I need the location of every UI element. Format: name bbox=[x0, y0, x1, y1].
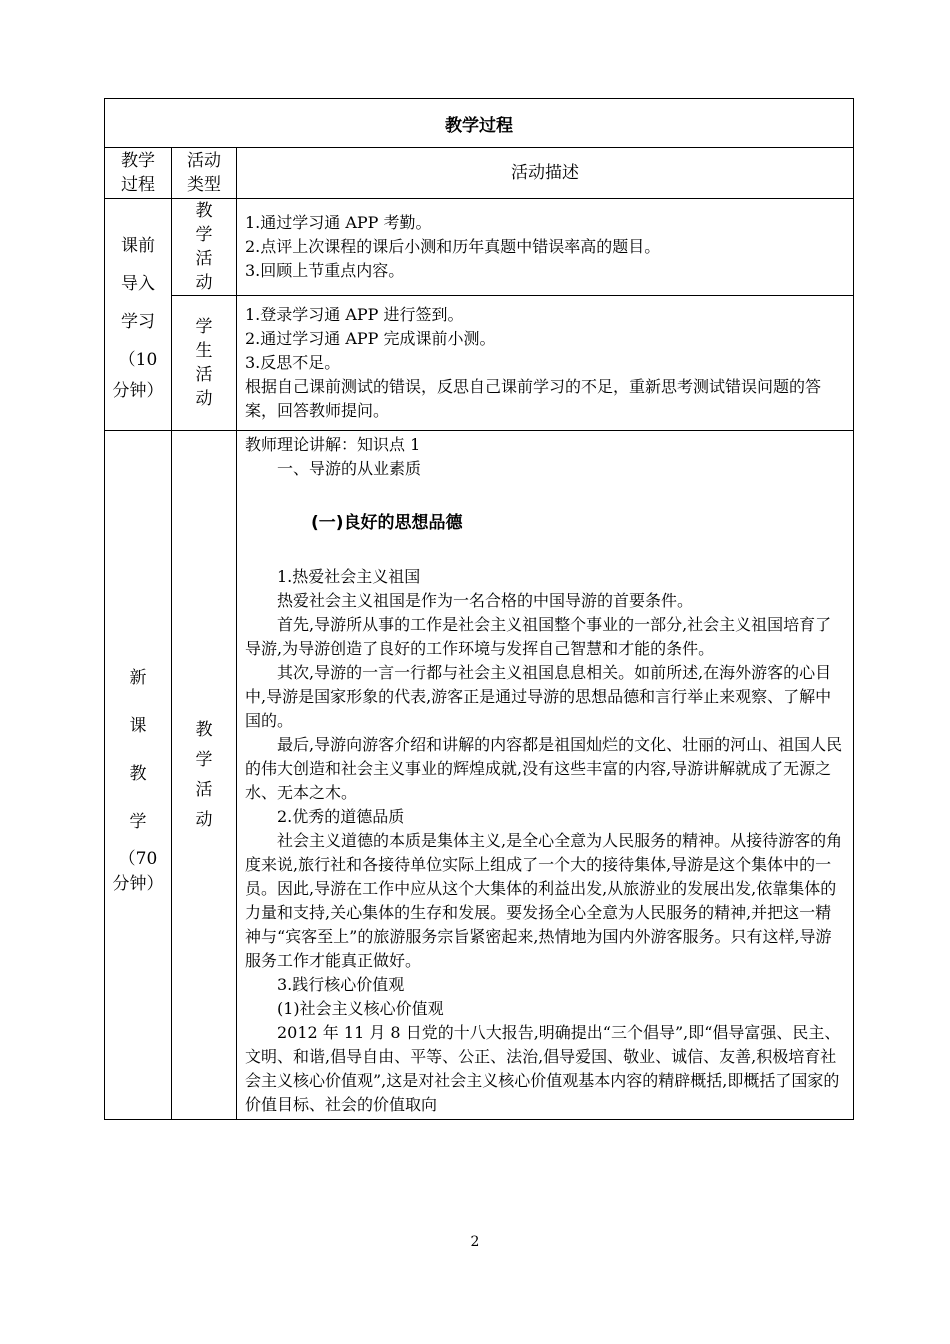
stage-text: 分钟） bbox=[112, 874, 164, 894]
header-teaching-process bbox=[105, 148, 172, 199]
stage-text: 分钟） bbox=[112, 380, 164, 401]
new-lesson-description bbox=[237, 431, 854, 1120]
teaching-process-table bbox=[104, 98, 854, 1120]
header-activity-description: 活动描述 bbox=[237, 148, 854, 199]
header-line: 活动 bbox=[187, 151, 221, 171]
header-line: 过程 bbox=[121, 175, 155, 195]
stage-text: 课前 bbox=[121, 235, 155, 256]
description-line: 2.点评上次课程的课后小测和历年真题中错误率高的题目。 bbox=[245, 237, 661, 256]
stage-text: 课 bbox=[129, 716, 147, 736]
type-char: 活 bbox=[195, 365, 213, 385]
paragraph: 其次,导游的一言一行都与社会主义祖国息息相关。如前所述,在海外游客的心目中,导游是国家形象的代表,游客正是通过导游的思想品德和言行举止来观察、了解中国的。 bbox=[245, 663, 832, 730]
type-char: 学 bbox=[195, 225, 213, 245]
type-teacher-activity bbox=[172, 199, 237, 296]
type-char: 生 bbox=[195, 341, 213, 361]
type-char: 学 bbox=[195, 317, 213, 337]
paragraph: 首先,导游所从事的工作是社会主义祖国整个事业的一部分,社会主义祖国培育了导游,为导游创造了良好的工作环境与发挥自己智慧和才能的条件。 bbox=[245, 615, 832, 658]
paragraph: 最后,导游向游客介绍和讲解的内容都是祖国灿烂的文化、壮丽的河山、祖国人民的伟大创造和社会主义事业的辉煌成就,没有这些丰富的内容,导游讲解就成了无源之水、无本之木。 bbox=[245, 735, 843, 802]
type-char: 活 bbox=[195, 780, 213, 800]
stage-text: 导入 bbox=[121, 273, 155, 294]
type-char: 动 bbox=[195, 810, 213, 830]
type-char: 活 bbox=[195, 249, 213, 269]
paragraph: 热爱社会主义祖国是作为一名合格的中国导游的首要条件。 bbox=[277, 591, 694, 610]
stage-text: （70 bbox=[118, 849, 158, 869]
description-line: 1.登录学习通 APP 进行签到。 bbox=[245, 305, 464, 324]
stage-text: （10 bbox=[118, 349, 158, 370]
type-char: 学 bbox=[195, 750, 213, 770]
type-char: 动 bbox=[195, 273, 213, 293]
page-number: 2 bbox=[470, 1234, 480, 1250]
type-char: 教 bbox=[195, 720, 213, 740]
stage-text: 教 bbox=[129, 764, 147, 784]
header-activity-type bbox=[172, 148, 237, 199]
stage-text: 学 bbox=[129, 812, 147, 832]
description-line: 3.回顾上节重点内容。 bbox=[245, 261, 405, 280]
description-line: 根据自己课前测试的错误，反思自己课前学习的不足，重新思考测试错误问题的答案，回答教师提问。 bbox=[245, 377, 822, 420]
description-line: 3.反思不足。 bbox=[245, 353, 341, 372]
pre-class-student-description bbox=[237, 296, 854, 431]
header-line: 教学 bbox=[121, 151, 155, 171]
stage-new-lesson bbox=[105, 431, 172, 1120]
table-title: 教学过程 bbox=[105, 99, 854, 148]
point-title: 3.践行核心价值观 bbox=[277, 975, 405, 994]
description-line: 2.通过学习通 APP 完成课前小测。 bbox=[245, 329, 496, 348]
type-student-activity bbox=[172, 296, 237, 431]
stage-text: 新 bbox=[129, 668, 147, 688]
type-new-lesson-teacher-activity bbox=[172, 431, 237, 1120]
type-char: 动 bbox=[195, 389, 213, 409]
point-title: 2.优秀的道德品质 bbox=[277, 807, 405, 826]
description-line: 1.通过学习通 APP 考勤。 bbox=[245, 213, 432, 232]
stage-pre-class bbox=[105, 199, 172, 431]
point-subtitle: (1)社会主义核心价值观 bbox=[277, 999, 444, 1018]
paragraph: 社会主义道德的本质是集体主义,是全心全意为人民服务的精神。从接待游客的角度来说,旅行社和各接待单位实际上组成了一个大的接待集体,导游是这个集体中的一员。因此,导游在工作中应从这个大集体的利益出发,从旅游业的发展出发,依靠集体的力量和支持,关心集体的生存和发展。要发扬全心全意为人民服务的精神,并把这一精神与“宾客至上”的旅游服务宗旨紧密起来,热情地为国内外游客服务。只有这样,导游服务工作才能真正做好。 bbox=[245, 831, 843, 970]
stage-text: 学习 bbox=[121, 311, 155, 332]
subsection-heading: (一)良好的思想品德 bbox=[311, 513, 463, 533]
lecture-intro: 教师理论讲解：知识点 1 bbox=[245, 435, 421, 454]
paragraph: 2012 年 11 月 8 日党的十八大报告,明确提出“三个倡导”,即“倡导富强、民主、文明、和谐,倡导自由、平等、公正、法治,倡导爱国、敬业、诚信、友善,积极培育社会主义核心价值观”,这是对社会主义核心价值观基本内容的精辟概括,即概括了国家的价值目标、社会的价值取向 bbox=[245, 1023, 841, 1114]
point-title: 1.热爱社会主义祖国 bbox=[277, 567, 421, 586]
type-char: 教 bbox=[195, 201, 213, 221]
pre-class-teacher-description bbox=[237, 199, 854, 296]
header-line: 类型 bbox=[187, 175, 221, 195]
section-title: 一、导游的从业素质 bbox=[277, 459, 422, 478]
